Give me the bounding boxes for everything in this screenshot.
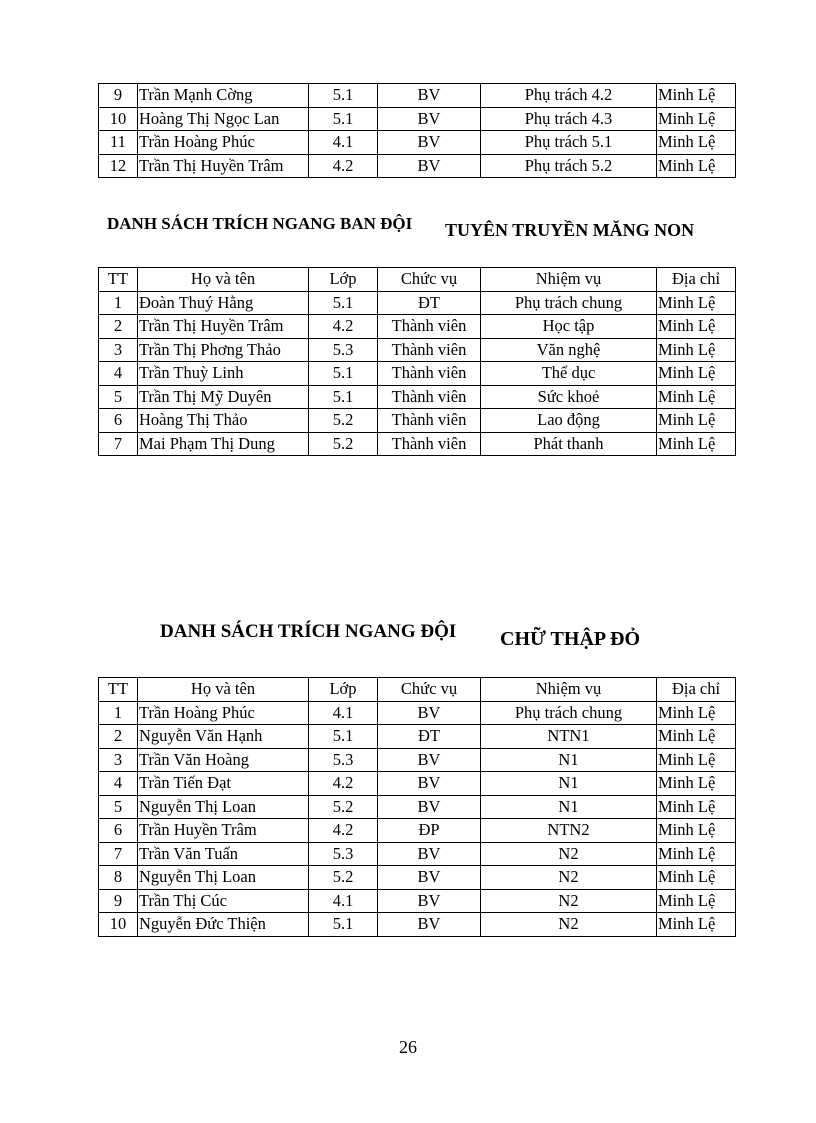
class-cell: 4.2 — [309, 819, 378, 843]
class-cell: 5.1 — [309, 362, 378, 386]
class-cell: 4.1 — [309, 889, 378, 913]
address-cell: Minh Lệ — [657, 866, 736, 890]
position-cell: Thành viên — [378, 338, 481, 362]
class-cell: 4.2 — [309, 154, 378, 178]
row-number-cell: 1 — [99, 701, 138, 725]
section-title-part2: TUYÊN TRUYỀN MĂNG NON — [445, 220, 695, 240]
address-cell: Minh Lệ — [657, 338, 736, 362]
class-cell: 4.2 — [309, 315, 378, 339]
class-cell: 4.1 — [309, 701, 378, 725]
name-cell: Trần Tiến Đạt — [138, 772, 309, 796]
duty-cell: N1 — [481, 795, 657, 819]
table-row — [99, 795, 736, 819]
row-number-cell: 6 — [99, 819, 138, 843]
table-row — [99, 131, 736, 155]
address-cell: Minh Lệ — [657, 889, 736, 913]
duty-cell: Học tập — [481, 315, 657, 339]
column-header: Nhiệm vụ — [481, 268, 657, 292]
row-number-cell: 4 — [99, 362, 138, 386]
class-cell: 4.2 — [309, 772, 378, 796]
position-cell: Thành viên — [378, 315, 481, 339]
row-number-cell: 6 — [99, 409, 138, 433]
table-row — [99, 107, 736, 131]
duty-cell: N2 — [481, 866, 657, 890]
name-cell: Trần Hoàng Phúc — [138, 131, 309, 155]
position-cell: BV — [378, 889, 481, 913]
address-cell: Minh Lệ — [657, 362, 736, 386]
class-cell: 5.1 — [309, 385, 378, 409]
name-cell: Nguyễn Thị Loan — [138, 795, 309, 819]
name-cell: Đoàn Thuý Hằng — [138, 291, 309, 315]
tuyen-truyen-member-table — [98, 267, 736, 456]
row-number-cell: 3 — [99, 338, 138, 362]
column-header: Địa chỉ — [657, 268, 736, 292]
column-header: TT — [99, 268, 138, 292]
name-cell: Trần Thị Phơng Thảo — [138, 338, 309, 362]
table-row — [99, 291, 736, 315]
table-row — [99, 362, 736, 386]
position-cell: Thành viên — [378, 409, 481, 433]
name-cell: Nguyễn Thị Loan — [138, 866, 309, 890]
address-cell: Minh Lệ — [657, 725, 736, 749]
position-cell: BV — [378, 842, 481, 866]
address-cell: Minh Lệ — [657, 315, 736, 339]
row-number-cell: 1 — [99, 291, 138, 315]
position-cell: BV — [378, 131, 481, 155]
position-cell: BV — [378, 84, 481, 108]
address-cell: Minh Lệ — [657, 842, 736, 866]
address-cell: Minh Lệ — [657, 84, 736, 108]
column-header: Lớp — [309, 268, 378, 292]
row-number-cell: 4 — [99, 772, 138, 796]
table-row — [99, 913, 736, 937]
column-header: Lớp — [309, 678, 378, 702]
chu-thap-do-member-table — [98, 677, 736, 937]
address-cell: Minh Lệ — [657, 913, 736, 937]
table-row — [99, 866, 736, 890]
class-cell: 5.2 — [309, 432, 378, 456]
row-number-cell: 9 — [99, 84, 138, 108]
position-cell: BV — [378, 772, 481, 796]
table-row — [99, 725, 736, 749]
table-row — [99, 432, 736, 456]
position-cell: BV — [378, 107, 481, 131]
row-number-cell: 10 — [99, 913, 138, 937]
name-cell: Trần Thị Huyền Trâm — [138, 154, 309, 178]
address-cell: Minh Lệ — [657, 385, 736, 409]
address-cell: Minh Lệ — [657, 131, 736, 155]
address-cell: Minh Lệ — [657, 154, 736, 178]
class-cell: 5.2 — [309, 795, 378, 819]
address-cell: Minh Lệ — [657, 772, 736, 796]
row-number-cell: 3 — [99, 748, 138, 772]
name-cell: Mai Phạm Thị Dung — [138, 432, 309, 456]
row-number-cell: 12 — [99, 154, 138, 178]
class-cell: 5.3 — [309, 748, 378, 772]
section-title-part1: DANH SÁCH TRÍCH NGANG ĐỘI — [160, 621, 457, 642]
name-cell: Trần Văn Tuấn — [138, 842, 309, 866]
table-header-row — [99, 678, 736, 702]
row-number-cell: 7 — [99, 842, 138, 866]
position-cell: BV — [378, 866, 481, 890]
table-row — [99, 84, 736, 108]
position-cell: BV — [378, 795, 481, 819]
address-cell: Minh Lệ — [657, 748, 736, 772]
duty-cell: Sức khoẻ — [481, 385, 657, 409]
name-cell: Trần Huyền Trâm — [138, 819, 309, 843]
address-cell: Minh Lệ — [657, 701, 736, 725]
duty-cell: Phụ trách chung — [481, 701, 657, 725]
row-number-cell: 10 — [99, 107, 138, 131]
duty-cell: Phụ trách 5.2 — [481, 154, 657, 178]
address-cell: Minh Lệ — [657, 432, 736, 456]
table-row — [99, 748, 736, 772]
class-cell: 5.1 — [309, 84, 378, 108]
duty-cell: N1 — [481, 748, 657, 772]
class-cell: 4.1 — [309, 131, 378, 155]
duty-cell: Lao động — [481, 409, 657, 433]
row-number-cell: 5 — [99, 795, 138, 819]
address-cell: Minh Lệ — [657, 107, 736, 131]
duty-cell: N2 — [481, 842, 657, 866]
row-number-cell: 9 — [99, 889, 138, 913]
position-cell: BV — [378, 748, 481, 772]
table-row — [99, 385, 736, 409]
duty-cell: Phát thanh — [481, 432, 657, 456]
duty-cell: N2 — [481, 889, 657, 913]
table-header-row — [99, 268, 736, 292]
position-cell: BV — [378, 154, 481, 178]
class-cell: 5.1 — [309, 913, 378, 937]
page-number: 26 — [399, 1037, 417, 1057]
table-row — [99, 701, 736, 725]
row-number-cell: 2 — [99, 725, 138, 749]
table-row — [99, 409, 736, 433]
name-cell: Trần Thuỳ Linh — [138, 362, 309, 386]
class-cell: 5.1 — [309, 725, 378, 749]
class-cell: 5.2 — [309, 866, 378, 890]
name-cell: Trần Văn Hoàng — [138, 748, 309, 772]
table-row — [99, 154, 736, 178]
row-number-cell: 8 — [99, 866, 138, 890]
table-row — [99, 338, 736, 362]
table-row — [99, 842, 736, 866]
address-cell: Minh Lệ — [657, 409, 736, 433]
column-header: Địa chỉ — [657, 678, 736, 702]
section-title-part2: CHỮ THẬP ĐỎ — [500, 628, 641, 650]
duty-cell: Phụ trách 5.1 — [481, 131, 657, 155]
position-cell: ĐT — [378, 291, 481, 315]
column-header: Nhiệm vụ — [481, 678, 657, 702]
position-cell: Thành viên — [378, 385, 481, 409]
class-cell: 5.2 — [309, 409, 378, 433]
class-cell: 5.1 — [309, 291, 378, 315]
name-cell: Trần Mạnh Cờng — [138, 84, 309, 108]
column-header: Chức vụ — [378, 678, 481, 702]
name-cell: Nguyễn Văn Hạnh — [138, 725, 309, 749]
position-cell: BV — [378, 701, 481, 725]
duty-cell: Phụ trách 4.2 — [481, 84, 657, 108]
duty-cell: N2 — [481, 913, 657, 937]
duty-cell: NTN2 — [481, 819, 657, 843]
column-header: TT — [99, 678, 138, 702]
column-header: Họ và tên — [138, 268, 309, 292]
continued-member-table — [98, 83, 736, 178]
position-cell: ĐP — [378, 819, 481, 843]
row-number-cell: 5 — [99, 385, 138, 409]
row-number-cell: 7 — [99, 432, 138, 456]
section-title-part1: DANH SÁCH TRÍCH NGANG BAN ĐỘI — [107, 214, 413, 233]
column-header: Họ và tên — [138, 678, 309, 702]
class-cell: 5.1 — [309, 107, 378, 131]
duty-cell: Văn nghệ — [481, 338, 657, 362]
duty-cell: NTN1 — [481, 725, 657, 749]
position-cell: BV — [378, 913, 481, 937]
table-row — [99, 889, 736, 913]
name-cell: Hoàng Thị Ngọc Lan — [138, 107, 309, 131]
duty-cell: N1 — [481, 772, 657, 796]
position-cell: ĐT — [378, 725, 481, 749]
row-number-cell: 11 — [99, 131, 138, 155]
duty-cell: Phụ trách 4.3 — [481, 107, 657, 131]
class-cell: 5.3 — [309, 842, 378, 866]
address-cell: Minh Lệ — [657, 291, 736, 315]
address-cell: Minh Lệ — [657, 795, 736, 819]
table-row — [99, 772, 736, 796]
table-row — [99, 819, 736, 843]
row-number-cell: 2 — [99, 315, 138, 339]
duty-cell: Thể dục — [481, 362, 657, 386]
duty-cell: Phụ trách chung — [481, 291, 657, 315]
table-row — [99, 315, 736, 339]
name-cell: Trần Thị Mỹ Duyên — [138, 385, 309, 409]
position-cell: Thành viên — [378, 362, 481, 386]
name-cell: Nguyễn Đức Thiện — [138, 913, 309, 937]
name-cell: Trần Hoàng Phúc — [138, 701, 309, 725]
class-cell: 5.3 — [309, 338, 378, 362]
column-header: Chức vụ — [378, 268, 481, 292]
position-cell: Thành viên — [378, 432, 481, 456]
name-cell: Trần Thị Cúc — [138, 889, 309, 913]
name-cell: Hoàng Thị Thảo — [138, 409, 309, 433]
address-cell: Minh Lệ — [657, 819, 736, 843]
name-cell: Trần Thị Huyền Trâm — [138, 315, 309, 339]
